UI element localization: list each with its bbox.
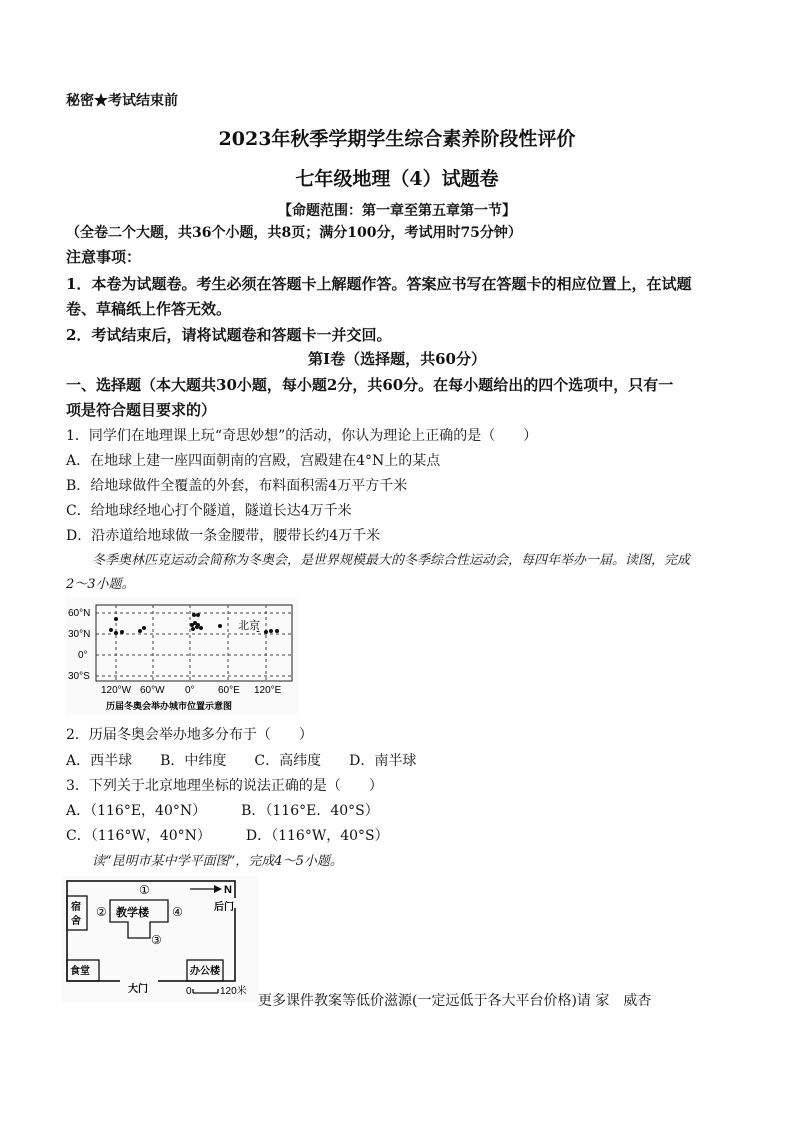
back-door-label: 后门 [214,902,234,913]
q3-stem: 3．下列关于北京地理坐标的说法正确的是（ ） [66,778,383,794]
marker-2: ② [96,905,107,919]
q1-option-a: A．在地球上建一座四面朝南的宫殿，宫殿建在4°N上的某点 [66,453,441,469]
exam-title: 2023年秋季学期学生综合素养阶段性评价 [218,128,576,150]
beijing-label: 北京 [238,620,260,632]
city-dot [199,626,203,630]
city-dot [142,626,146,630]
note-1-line1: 1．本卷为试题卷。考生必须在答题卡上解题作答。答案应书写在答题卡的相应位置上，在试题 [66,275,692,293]
lat-label-0: 0° [78,650,88,661]
footer-ad: 更多课件教案等低价滋源(一定远低于各大平台价格)请 家 威杏 [258,993,652,1009]
exam-subtitle: 七年级地理（4）试题卷 [295,168,499,190]
section-heading-line2: 项是符合题目要求的） [66,401,217,419]
north-arrow-head [214,885,222,893]
marker-1: ① [139,883,150,897]
city-dot [264,630,268,634]
city-dot [114,631,118,635]
q1-option-b: B．给地球做件全覆盖的外套，布料面积需4万平方千米 [66,478,408,494]
city-dot [218,624,222,628]
note-1-line2: 卷、草稿纸上作答无效。 [66,300,232,318]
q3-options-row2: C．（116°W，40°N） D．（116°W，40°S） [66,828,389,844]
secret-label: 秘密★考试结束前 [66,93,178,109]
north-label: N [224,884,232,896]
marker-4: ④ [172,905,183,919]
school-plan-map [62,876,258,1002]
intro-q2-3-line2: 2～3小题。 [66,577,135,592]
office-label: 办公楼 [190,966,220,977]
marker-3: ③ [151,933,162,947]
city-dot [114,617,118,621]
exam-info: （全卷二个大题，共36个小题，共8页；满分100分，考试用时75分钟） [66,225,522,241]
q3-options-row1: A．（116°E，40°N） B．（116°E．40°S） [66,803,379,819]
lat-label-30s: 30°S [68,671,90,682]
winter-olympics-map [66,597,298,715]
city-dot [138,629,142,633]
canteen-label: 食堂 [70,966,90,977]
teaching-building-label: 教学楼 [116,907,149,919]
q2-stem: 2．历届冬奥会举办地多分布于（ ） [66,727,313,743]
city-dot [192,613,196,617]
intro-q2-3-line1: 冬季奥林匹克运动会简称为冬奥会，是世界规模最大的冬季综合性运动会，每四年举办一届。读图，完成 [92,553,691,568]
intro-q4-5: 读“昆明市某中学平面图”，完成4～5小题。 [92,854,343,869]
notes-title: 注意事项： [66,248,142,266]
section-heading-line1: 一、选择题（本大题共30小题，每小题2分，共60分。在每小题给出的四个选项中，只有一 [66,376,674,394]
q1-option-d: D．沿赤道给地球做一条金腰带，腰带长约4万千米 [66,528,381,544]
dorm-label-2: 舍 [71,916,81,927]
gate-label: 大门 [128,984,148,995]
map-svg [66,597,298,715]
lon-label-60w: 60°W [140,685,165,696]
lon-label-120e: 120°E [254,685,282,696]
q1-option-c: C．给地球经地心打个隧道，隧道长达4万千米 [66,503,352,519]
city-dot [195,625,199,629]
lon-label-0: 0° [185,685,195,696]
lon-label-60e: 60°E [218,685,240,696]
lat-label-30n: 30°N [68,629,91,640]
plan-svg [62,876,258,1002]
scale-120: 120米 [220,986,247,997]
note-2: 2．考试结束后，请将试题卷和答题卡一并交回。 [66,326,392,344]
map-caption: 历届冬奥会举办城市位置示意图 [106,701,233,711]
scale-zero: 0 [186,986,192,997]
q2-options: A．西半球 B．中纬度 C．高纬度 D．南半球 [66,753,417,769]
city-dot [109,628,113,632]
city-dot [120,630,124,634]
city-dot [269,629,273,633]
city-dot [191,627,195,631]
q1-stem: 1．同学们在地理课上玩“奇思妙想”的活动，你认为理论上正确的是（ ） [66,428,538,444]
city-dot [196,613,200,617]
city-dot [275,629,279,633]
lat-label-60n: 60°N [68,608,91,619]
part1-heading: 第Ⅰ卷（选择题，共60分） [308,350,486,368]
dorm-label-1: 宿 [71,902,81,913]
lon-label-120w: 120°W [101,685,132,696]
exam-scope: 【命题范围：第一章至第五章第一节】 [278,203,516,219]
